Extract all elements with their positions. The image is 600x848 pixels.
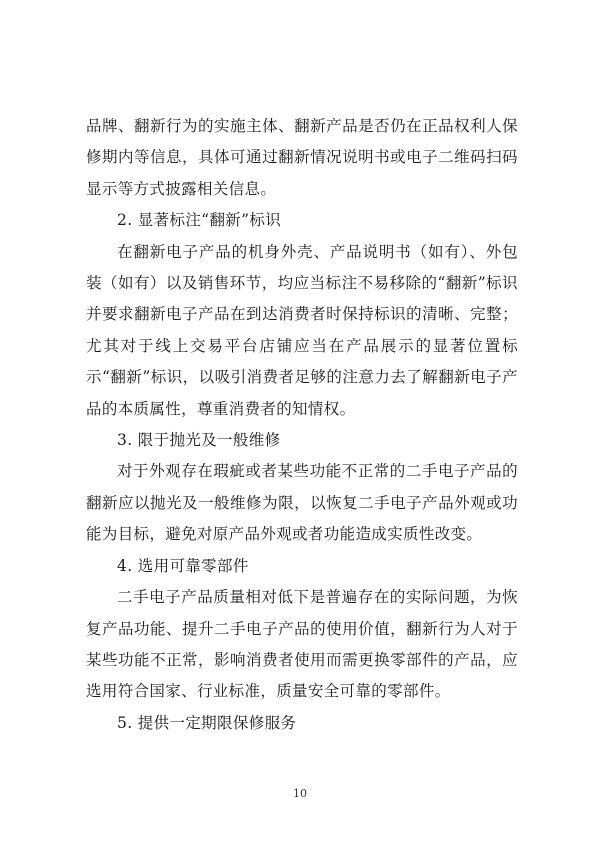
paragraph-continuation: 品牌、翻新行为的实施主体、翻新产品是否仍在正品权利人保修期内等信息，具体可通过翻新情况说明书或电子二维码扫码显示等方式披露相关信息。 [86, 117, 518, 198]
page-number: 10 [293, 787, 307, 800]
body-text [86, 111, 518, 739]
section-heading-5: 5. 提供一定期限保修服务 [117, 713, 297, 732]
paragraph-reliable-parts: 二手电子产品质量相对低下是普遍存在的实际问题，为恢复产品功能、提升二手电子产品的使用价值，翻新行为人对于某些功能不正常，影响消费者使用而需更换零部件的产品，应选用符合国家、行业标准，质量安全可靠的零部件。 [86, 588, 518, 701]
section-heading-4: 4. 选用可靠零部件 [117, 556, 249, 575]
section-heading-3: 3. 限于抛光及一般维修 [117, 431, 281, 450]
paragraph-renovation-label: 在翻新电子产品的机身外壳、产品说明书（如有）、外包装（如有）以及销售环节，均应当标注不易移除的“翻新”标识并要求翻新电子产品在到达消费者时保持标识的清晰、完整；尤其对于线上交易平台店铺应当在产品展示的显著位置标示“翻新”标识，以吸引消费者足够的注意力去了解翻新电子产品的本质属性，尊重消费者的知情权。 [86, 242, 518, 418]
section-heading-2: 2. 显著标注“翻新”标识 [117, 211, 282, 230]
paragraph-polish-repair: 对于外观存在瑕疵或者某些功能不正常的二手电子产品的翻新应以抛光及一般维修为限，以恢复二手电子产品外观或功能为目标，避免对原产品外观或者功能造成实质性改变。 [86, 462, 518, 544]
